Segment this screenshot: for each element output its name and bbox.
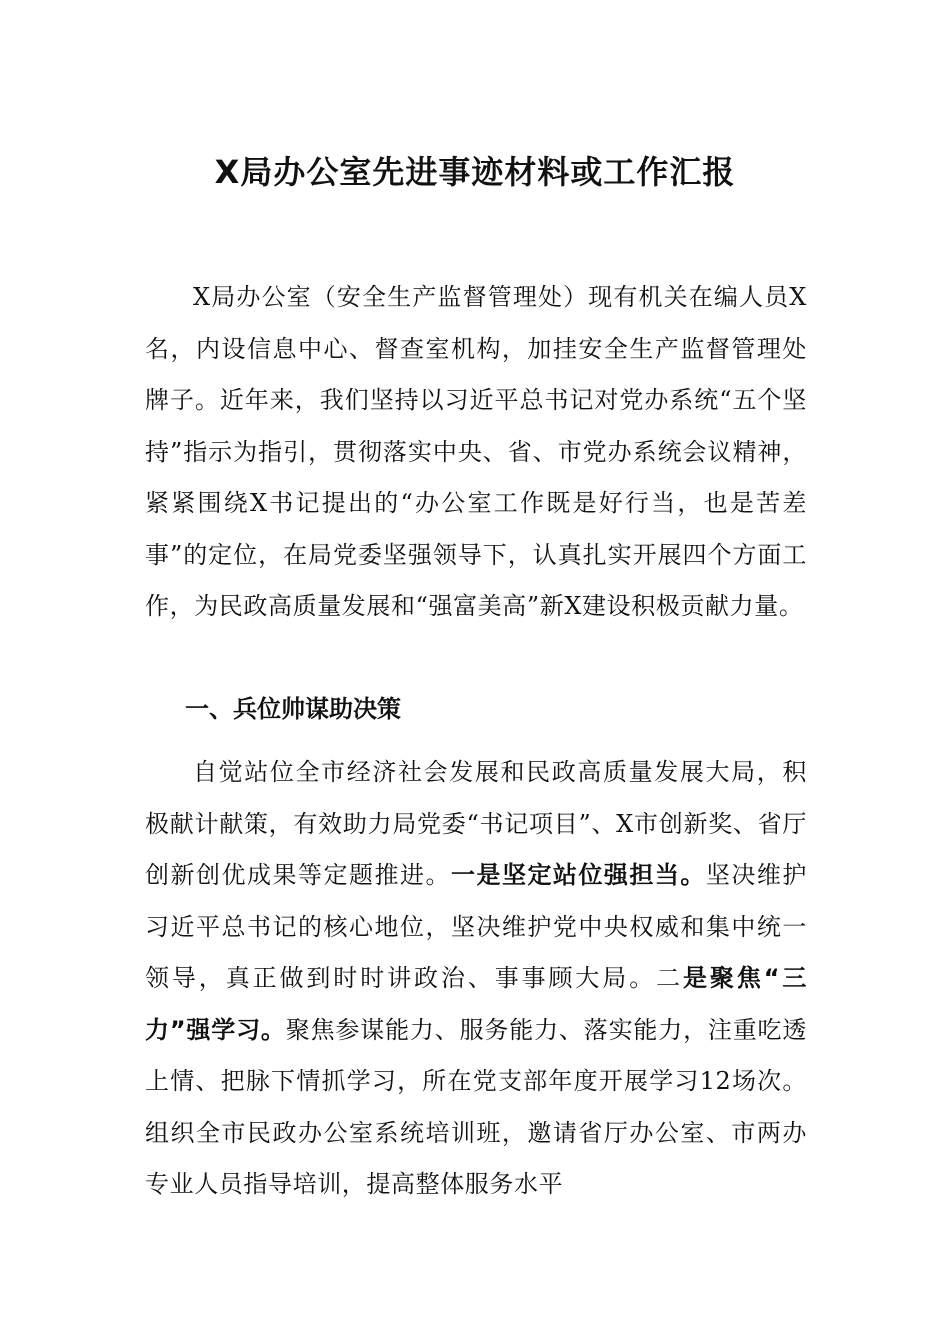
section-text-1: 自觉站位全市经济社会发展和民政高质量发展大局，积极献计献策，有效助力局党委“书记项目”、X市创新奖、省厅创新创优成果等定题推进。	[145, 758, 807, 889]
section-bold-2: 是聚焦“三力”强学习。	[145, 964, 807, 1044]
section-heading: 一、兵位帅谋助决策	[185, 695, 401, 723]
section-bold-1: 一是坚定站位强担当。	[450, 861, 706, 889]
intro-paragraph: X局办公室（安全生产监督管理处）现有机关在编人员X名，内设信息中心、督查室机构，加挂安全生产监督管理处牌子。近年来，我们坚持以习近平总书记对党办系统“五个坚持”指示为指引，贯彻落实中央、省、市党办系统会议精神，紧紧围绕X书记提出的“办公室工作既是好行当，也是苦差事”的定位，在局党委坚强领导下，认真扎实开展四个方面工作，为民政高质量发展和“强富美高”新X建设积极贡献力量。	[145, 283, 807, 620]
section-text-3: 聚焦参谋能力、服务能力、落实能力，注重吃透上情、把脉下情抓学习，所在党支部年度开展学习12场次。组织全市民政办公室系统培训班，邀请省厅办公室、市两办专业人员指导培训，提高整体服务水平	[145, 1015, 807, 1198]
document-title: X局办公室先进事迹材料或工作汇报	[214, 153, 736, 191]
section-paragraph	[145, 747, 807, 1211]
section-text-2: 坚决维护习近平总书记的核心地位，坚决维护党中央权威和集中统一领导，真正做到时时讲政治、事事顾大局。二	[145, 861, 808, 992]
